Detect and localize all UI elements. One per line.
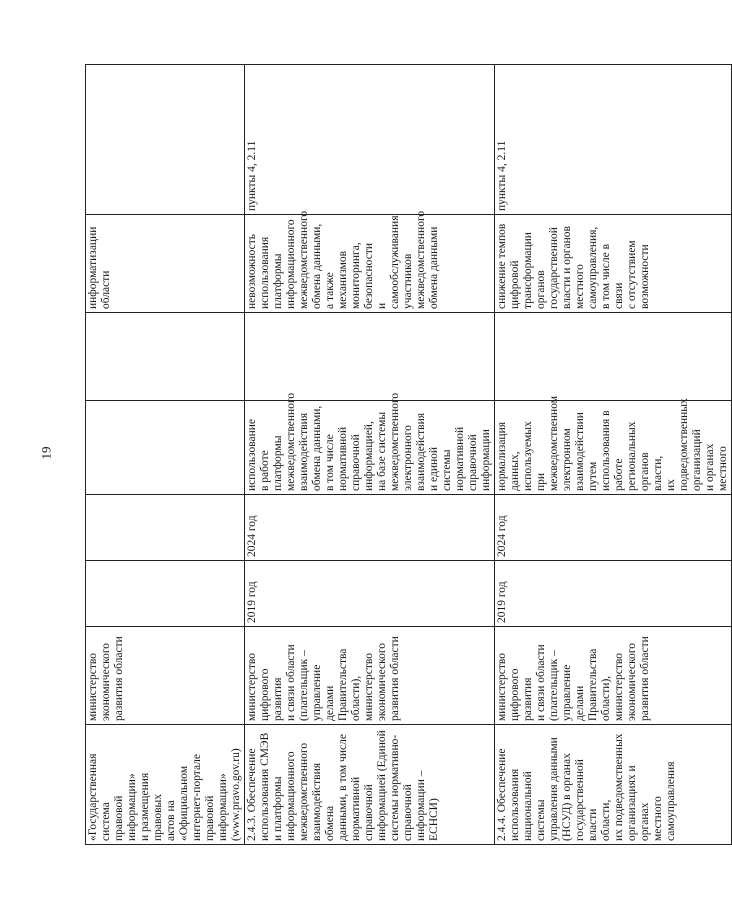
result-cell: нормализация данных, используемых при межведомственном электронном взаимодействии путем использования в работе региональных органов власти, их подведомственных организаций и органах местного [495, 401, 732, 495]
empty-cell [495, 313, 732, 401]
rotated-table-container [85, 65, 729, 845]
end-cell [86, 495, 245, 561]
start-cell: 2019 год [495, 561, 732, 627]
measure-cell: 2.4.4. Обеспечение использования национальной системы управления данными (НСУД) в органах государственной власти области, их подведомственных организациях и органах местного самоуправления [495, 725, 732, 845]
link-cell: пункты 4, 2.11 [245, 65, 495, 215]
result-cell [86, 401, 245, 495]
program-table [85, 64, 732, 845]
empty-cell [86, 313, 245, 401]
measure-cell: «Государственная система правовой информации» и размещения правовых актов на «Официальном интернет-портале правовой информации» (www.pravo.gov.ru) [86, 725, 245, 845]
table-row [245, 65, 495, 845]
start-cell: 2019 год [245, 561, 495, 627]
consequence-cell: невозможность использования платформы информационного межведомственного обмена данными, а также механизмов мониторинга, безопасности и самообслуживания участников межведомственного обмена данными [245, 215, 495, 313]
table-row [495, 65, 732, 845]
executor-cell: министерство экономического развития области [86, 627, 245, 725]
consequence-cell: информатизации области [86, 215, 245, 313]
measure-cell: 2.4.3. Обеспечение использования СМЭВ и платформы информационного межведомственного взаимодействия обмена данными, в том числе нормативной справочной информацией (Единой системы нормативно- справочной информации – ЕСНСИ) [245, 725, 495, 845]
executor-cell: министерство цифрового развития и связи области (плательщик – управление делами Правительства области), министерство экономического развития области [495, 627, 732, 725]
start-cell [86, 561, 245, 627]
end-cell: 2024 год [495, 495, 732, 561]
end-cell: 2024 год [245, 495, 495, 561]
link-cell [86, 65, 245, 215]
consequence-cell: снижение темпов цифровой трансформации органов государственной власти и органов местного самоуправления, в том числе в связи с отсутствием возможности [495, 215, 732, 313]
page-number: 19 [38, 446, 54, 460]
link-cell: пункты 4, 2.11 [495, 65, 732, 215]
table-row [86, 65, 245, 845]
executor-cell: министерство цифрового развития и связи области (плательщик – управление делами Правительства области), министерство экономического развития области [245, 627, 495, 725]
result-cell: использование в работе платформы межведомственного взаимодействия обмена данными, в том числе нормативной справочной информацией, на базе системы межведомственного электронного взаимодействия и единой системы нормативной справочной информации [245, 401, 495, 495]
empty-cell [245, 313, 495, 401]
